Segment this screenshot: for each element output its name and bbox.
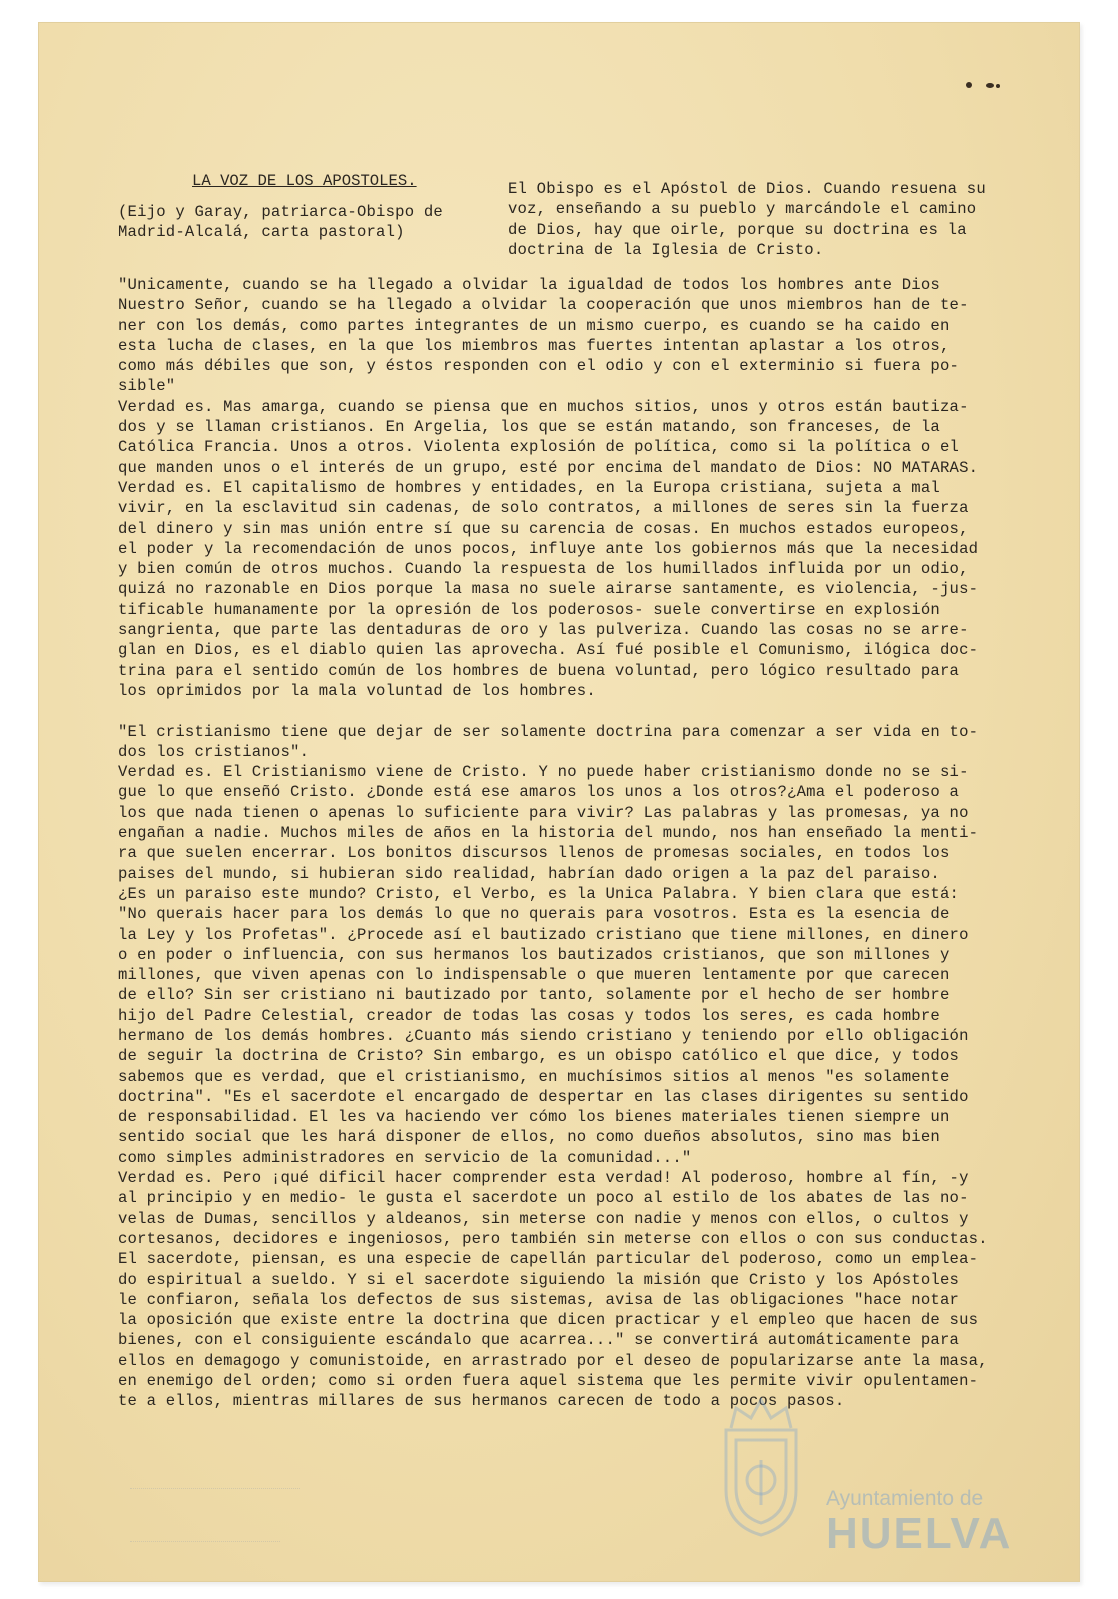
body-text: "Unicamente, cuando se ha llegado a olvidar la igualdad de todos los hombres ante Dios Nuestro Señor, cuando se ha llegado a olvidar la cooperación que unos miembros han de te- ner con los demás, como partes integrantes de un mismo cuerpo, es cuando se ha caido en esta lucha de clases, en la que los miembros mas fuertes intentan aplastar a los otros, como más débiles que son, y éstos responden con el odio y con el exterminio si fuera po- sible" Verdad es. Mas amarga, cuando se piensa que en muchos sitios, unos y otros están bautiza- dos y se llaman cristianos. En Argelia, los que se están matando, son franceses, de la Católica Francia. Unos a otros. Violenta explosión de política, como si la política o el que manden unos o el interés de un grupo, esté por encima del mandato de Dios: NO MATARAS. Verdad es. El capitalismo de hombres y entidades, en la Europa cristiana, sujeta a mal vivir, en la esclavitud sin cadenas, de solo contratos, a millones de seres sin la fuerza del dinero y sin mas unión entre sí que su carencia de cosas. En muchos estados europeos, el poder y la recomendación de unos pocos, influye ante los gobiernos más que la necesidad y bien común de otros muchos. Cuando la respuesta de los humillados influida por un odio, quizá no razonable en Dios porque la masa no suele airarse santamente, es violencia, -jus- tificable humanamente por la opresión de los poderosos- suele convertirse en explosión sangrienta, que parte las dentaduras de oro y las pulveriza. Cuando las cosas no se arre- glan en Dios, es el diablo quien las aprovecha. Así fué posible el Comunismo, ilógica doc- trina para el sentido común de los hombres de buena voluntad, pero lógico resultado para los oprimidos por la mala voluntad de los hombres. "El cristianismo tiene que dejar de ser solamente doctrina para comenzar a ser vida en to- dos los cristianos". Verdad es. El Cristianismo viene de Cristo. Y no puede haber cristianismo donde no se si- gue lo que enseñó Cristo. ¿Donde está ese amaros los unos a los otros?¿Ama el poderoso a los que nada tienen o apenas lo suficiente para vivir? Las palabras y las promesas, ya no engañan a nadie. Muchos miles de años en la historia del mundo, nos han enseñado la menti- ra que suelen encerrar. Los bonitos discursos llenos de promesas sociales, en todos los paises del mundo, si hubieran sido realidad, habrían dado origen a la paz del paraiso. ¿Es un paraiso este mundo? Cristo, el Verbo, es la Unica Palabra. Y bien clara que está: "No querais hacer para los demás lo que no querais para vosotros. Esta es la esencia de la Ley y los Profetas". ¿Procede así el bautizado cristiano que tiene millones, en dinero o en poder o influencia, con sus hermanos los bautizados cristianos, que son millones y millones, que viven apenas con lo indispensable o que mueren lentamente por que carecen de ello? Sin ser cristiano ni bautizado por tanto, solamente por el hecho de ser hombre hijo del Padre Celestial, creador de todas las cosas y todos los seres, es cada hombre hermano de los demás hombres. ¿Cuanto más siendo cristiano y teniendo por ello obligación de seguir la doctrina de Cristo? Sin embargo, es un obispo católico el que dice, y todos sabemos que es verdad, que el cristianismo, en muchísimos sitios al menos "es solamente doctrina". "Es el sacerdote el encargado de despertar en las clases dirigentes su sentido de responsabilidad. El les va haciendo ver cómo los bienes materiales tienen siempre un sentido social que les hará disponer de ellos, no como dueños absolutos, sino mas bien como simples administradores en servicio de la comunidad..." Verdad es. Pero ¡qué dificil hacer comprender esta verdad! Al poderoso, hombre al fín, -y al principio y en medio- le gusta el sacerdote un poco al estilo de los abates de las no- velas de Dumas, sencillos y aldeanos, sin meterse con nadie y menos con ellos, o cultos y cortesanos, decidores e ingeniosos, pero también sin meterse con ellos o con sus conductas. El sacerdote, piensan, es una especie de capellán particular del poderoso, como un emplea- do espiritual a sueldo. Y si el sacerdote siguiendo la misión que Cristo y los Apóstoles le confiaron, señala los defectos de sus sistemas, avisa de las obligaciones "hace notar la oposición que existe entre la doctrina que dicen practicar y el empleo que hacen de sus bienes, con el consiguiente escándalo que acarrea..." se convertirá automáticamente para ellos en demagogo y comunistoide, en arrastrado por el deseo de popularizarse ante la masa, en enemigo del orden; como si orden fuera aquel sistema que les permite vivir opulentamen- te a ellos, mientras millares de sus hermanos carecen de todo a pocos pasos. [118, 276, 988, 1411]
document-title: LA VOZ DE LOS APOSTOLES. [192, 172, 417, 190]
intro-paragraph: El Obispo es el Apóstol de Dios. Cuando resuena su voz, enseñando a su pueblo y marcándole el camino de Dios, hay que oirle, porque su doctrina es la doctrina de la Iglesia de Cristo. [508, 180, 986, 259]
watermark-line-2: HUELVA [826, 1509, 1013, 1558]
document-page [38, 22, 1080, 1582]
watermark-line-1: Ayuntamiento de [826, 1487, 984, 1510]
ink-marks [966, 80, 1002, 90]
document-subtitle: (Eijo y Garay, patriarca-Obispo de Madrid-Alcalá, carta pastoral) [118, 203, 443, 242]
faded-offset-text [130, 1446, 300, 1584]
watermark-text [826, 1487, 1036, 1557]
coat-of-arms-watermark [706, 1390, 816, 1540]
